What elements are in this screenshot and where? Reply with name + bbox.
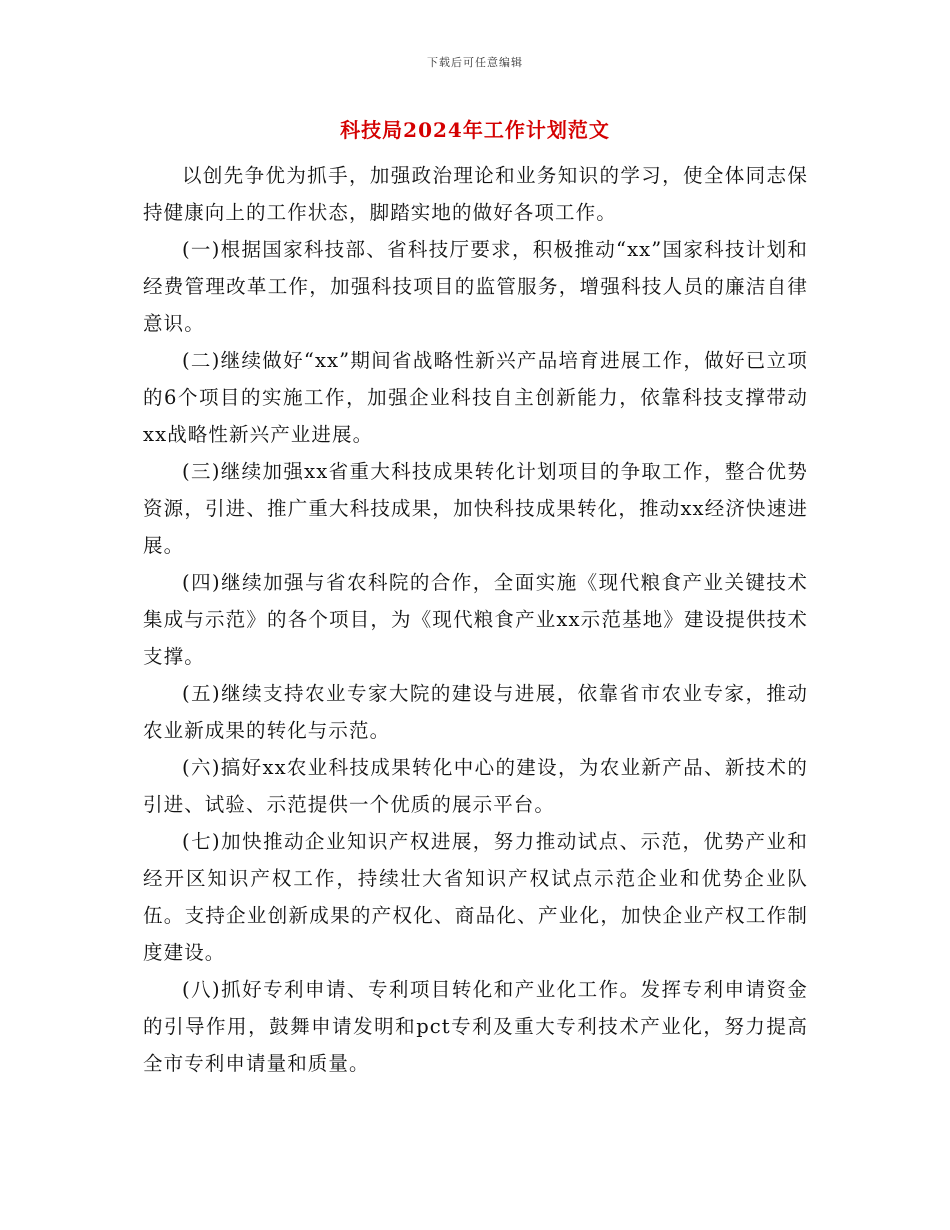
intro-paragraph: 以创先争优为抓手，加强政治理论和业务知识的学习，使全体同志保持健康向上的工作状态，脚踏实地的做好各项工作。	[143, 164, 808, 224]
document-body	[143, 157, 808, 1082]
paragraph-item-7: (七)加快推动企业知识产权进展，努力推动试点、示范，优势产业和经开区知识产权工作，持续壮大省知识产权试点示范企业和优势企业队伍。支持企业创新成果的产权化、商品化、产业化，加快企业产权工作制度建设。	[143, 830, 808, 964]
paragraph-item-5: (五)继续支持农业专家大院的建设与进展，依靠省市农业专家，推动农业新成果的转化与示范。	[143, 682, 808, 742]
paragraph-item-8: (八)抓好专利申请、专利项目转化和产业化工作。发挥专利申请资金的引导作用，鼓舞申请发明和pct专利及重大专利技术产业化，努力提高全市专利申请量和质量。	[143, 978, 808, 1075]
paragraph-item-4: (四)继续加强与省农科院的合作，全面实施《现代粮食产业关键技术集成与示范》的各个项目，为《现代粮食产业xx示范基地》建设提供技术支撑。	[143, 571, 808, 668]
page-header-note: 下载后可任意编辑	[427, 56, 523, 69]
paragraph-item-3: (三)继续加强xx省重大科技成果转化计划项目的争取工作，整合优势资源，引进、推广重大科技成果，加快科技成果转化，推动xx经济快速进展。	[143, 460, 808, 557]
paragraph-item-1: (一)根据国家科技部、省科技厅要求，积极推动“xx”国家科技计划和经费管理改革工作，加强科技项目的监管服务，增强科技人员的廉洁自律意识。	[143, 238, 808, 335]
document-title: 科技局2024年工作计划范文	[340, 118, 610, 142]
paragraph-item-2: (二)继续做好“xx”期间省战略性新兴产品培育进展工作，做好已立项的6个项目的实施工作，加强企业科技自主创新能力，依靠科技支撑带动xx战略性新兴产业进展。	[143, 349, 808, 446]
paragraph-item-6: (六)搞好xx农业科技成果转化中心的建设，为农业新产品、新技术的引进、试验、示范提供一个优质的展示平台。	[143, 756, 808, 816]
